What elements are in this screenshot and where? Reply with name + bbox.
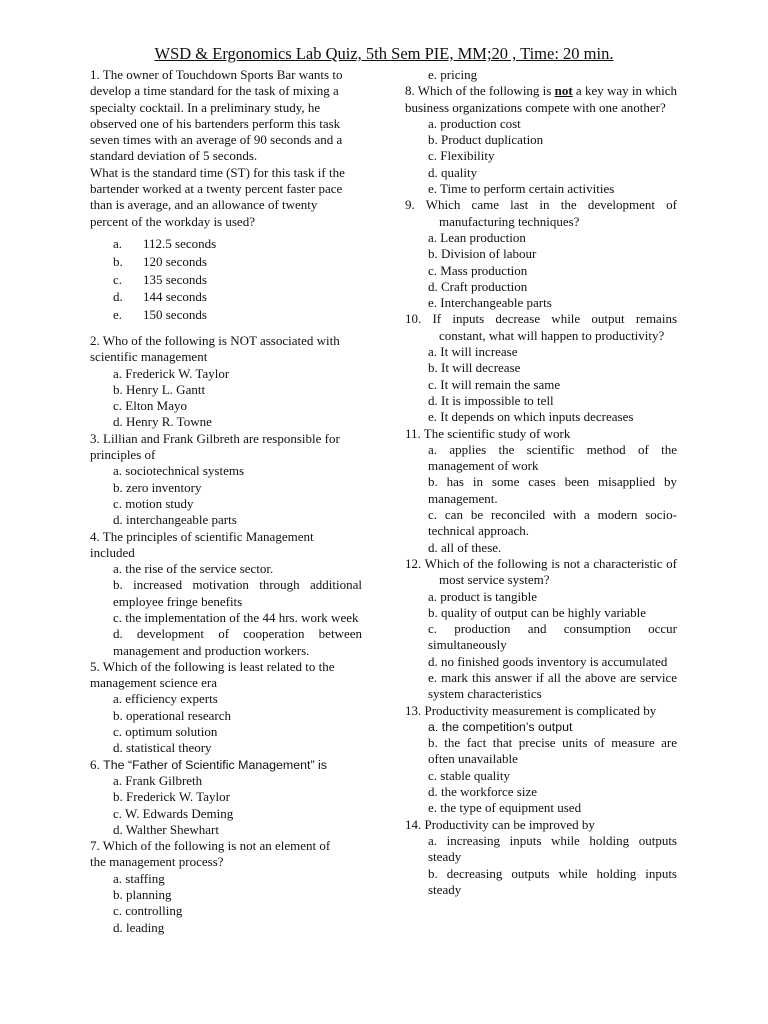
answer-option: d. the workforce size — [428, 784, 538, 800]
answer-option: b. 120 seconds — [113, 253, 207, 269]
answer-option: d. quality — [428, 164, 478, 180]
answer-option: d. Henry R. Towne — [113, 414, 212, 430]
question-13 — [405, 703, 677, 817]
answer-option: a. sociotechnical systems — [113, 463, 245, 479]
answer-option: a. Frank Gilbreth — [113, 772, 203, 788]
answer-option: a. the rise of the service sector. — [113, 561, 274, 577]
question-8 — [405, 83, 677, 197]
answer-option: c. production and consumption occur simultaneously — [428, 621, 677, 653]
question-text: management science era — [90, 675, 218, 691]
answer-option: d. Walther Shewhart — [113, 821, 219, 837]
answer-option: e. pricing — [428, 67, 478, 82]
question-text: 2. Who of the following is NOT associated with — [90, 332, 340, 348]
question-text: 7. Which of the following is not an element of — [90, 838, 331, 854]
answer-option: a. Frederick W. Taylor — [113, 365, 230, 381]
answer-option: a. product is tangible — [428, 588, 538, 604]
question-text: develop a time standard for the task of mixing a — [90, 83, 339, 99]
question-text: seven times with an average of 90 seconds and a — [90, 132, 343, 148]
question-text: observed one of his bartenders perform this task — [90, 115, 341, 131]
question-text: standard deviation of 5 seconds. — [90, 148, 258, 164]
question-12 — [405, 556, 677, 703]
question-text: 10. If inputs decrease while output remains constant, what will happen to productivity? — [405, 311, 677, 343]
answer-option: c. stable quality — [428, 767, 510, 783]
answer-option: b. quality of output can be highly variable — [428, 604, 647, 620]
answer-option: c. can be reconciled with a modern socio-technical approach. — [428, 507, 677, 539]
question-2 — [90, 333, 362, 431]
question-9 — [405, 197, 677, 311]
answer-option: b. planning — [113, 887, 172, 903]
page-title: WSD & Ergonomics Lab Quiz, 5th Sem PIE, MM;20 , Time: 20 min. — [154, 44, 614, 63]
question-text: bartender worked at a twenty percent faster pace — [90, 181, 343, 197]
question-text: 5. Which of the following is least related to the — [90, 658, 335, 674]
answer-option: e. 150 seconds — [113, 307, 207, 323]
answer-option: c. Elton Mayo — [113, 398, 188, 414]
question-text: 11. The scientific study of work — [405, 425, 571, 441]
question-text: 8. Which of the following is not a key way in which business organizations compete with one another? — [405, 83, 678, 115]
question-text: What is the standard time (ST) for this task if the — [90, 164, 345, 180]
left-column — [90, 67, 362, 936]
answer-option: a. Lean production — [428, 229, 526, 245]
answer-option: b. has in some cases been misapplied by management. — [428, 474, 677, 506]
answer-option: a. efficiency experts — [113, 691, 218, 707]
answer-option: d. all of these. — [428, 539, 502, 555]
answer-option: d. statistical theory — [113, 740, 212, 756]
answer-option: d. leading — [113, 919, 165, 935]
answer-option: c. optimum solution — [113, 724, 218, 740]
answer-option: c. Flexibility — [428, 148, 495, 164]
answer-option: b. decreasing outputs while holding inputs steady — [428, 865, 677, 897]
answer-option: d. It is impossible to tell — [428, 392, 554, 408]
answer-option: a. 112.5 seconds — [113, 235, 217, 251]
right-column — [405, 67, 677, 898]
answer-option: e. the type of equipment used — [428, 800, 582, 816]
answer-option: a. staffing — [113, 870, 165, 886]
answer-option: d. development of cooperation between management and production workers. — [113, 626, 362, 658]
answer-option: c. 135 seconds — [113, 271, 207, 287]
answer-option: c. Mass production — [428, 262, 528, 278]
question-text: included — [90, 544, 135, 560]
answer-option: c. W. Edwards Deming — [113, 805, 234, 821]
answer-option: b. Product duplication — [428, 132, 544, 148]
answer-option: e. mark this answer if all the above are service system characteristics — [428, 669, 677, 702]
answer-option: b. zero inventory — [113, 479, 202, 495]
answer-option: a. applies the scientific method of the management of work — [428, 441, 677, 474]
question-text: percent of the workday is used? — [90, 213, 255, 229]
answer-option: b. Frederick W. Taylor — [113, 789, 230, 805]
question-11 — [405, 426, 677, 556]
question-3 — [90, 431, 362, 529]
question-6 — [90, 757, 362, 838]
question-text: 4. The principles of scientific Management — [90, 528, 314, 544]
question-text: the management process? — [90, 854, 224, 870]
question-text: 12. Which of the following is not a characteristic of most service system? — [405, 555, 677, 588]
question-text: 3. Lillian and Frank Gilbreth are responsible for — [90, 430, 340, 446]
answer-option: d. Craft production — [428, 278, 528, 294]
question-text: 6. The “Father of Scientific Management” is — [90, 756, 327, 772]
question-text: principles of — [90, 447, 156, 463]
answer-option: d. 144 seconds — [113, 289, 207, 305]
answer-option: b. Henry L. Gantt — [113, 381, 206, 397]
question-text: 1. The owner of Touchdown Sports Bar wants to — [90, 67, 343, 82]
answer-option: b. the fact that precise units of measure are often unavailable — [428, 735, 677, 767]
question-5 — [90, 659, 362, 757]
answer-option: d. no finished goods inventory is accumulated — [428, 653, 668, 669]
question-text: 13. Productivity measurement is complicated by — [405, 702, 657, 718]
answer-option: a. It will increase — [428, 344, 518, 360]
question-7 — [90, 838, 362, 936]
question-text: 9. Which came last in the development of manufacturing techniques? — [405, 197, 677, 229]
answer-option: e. Interchangeable parts — [428, 295, 552, 311]
question-14 — [405, 817, 677, 898]
answer-option: c. the implementation of the 44 hrs. work week — [113, 610, 359, 625]
question-text: than is average, and an allowance of twenty — [90, 197, 318, 213]
question-1 — [90, 67, 362, 324]
answer-option: a. production cost — [428, 115, 521, 131]
answer-option: c. controlling — [113, 903, 183, 919]
answer-option: a. increasing inputs while holding outputs steady — [428, 832, 677, 865]
answer-option: b. Division of labour — [428, 246, 537, 262]
question-text: 14. Productivity can be improved by — [405, 816, 595, 832]
answer-option: c. motion study — [113, 495, 194, 511]
question-10 — [405, 311, 677, 425]
question-text: specialty cocktail. In a preliminary study, he — [90, 99, 321, 115]
answer-option: c. It will remain the same — [428, 376, 561, 392]
answer-option: b. increased motivation through additional employee fringe benefits — [113, 577, 362, 609]
question-text: scientific management — [90, 349, 208, 365]
answer-option: d. interchangeable parts — [113, 512, 237, 528]
answer-option: b. It will decrease — [428, 360, 521, 376]
answer-option: b. operational research — [113, 707, 232, 723]
answer-option: a. the competition’s output — [428, 719, 573, 734]
answer-option: e. Time to perform certain activities — [428, 181, 615, 197]
question-4 — [90, 529, 362, 659]
answer-option: e. It depends on which inputs decreases — [428, 409, 634, 425]
